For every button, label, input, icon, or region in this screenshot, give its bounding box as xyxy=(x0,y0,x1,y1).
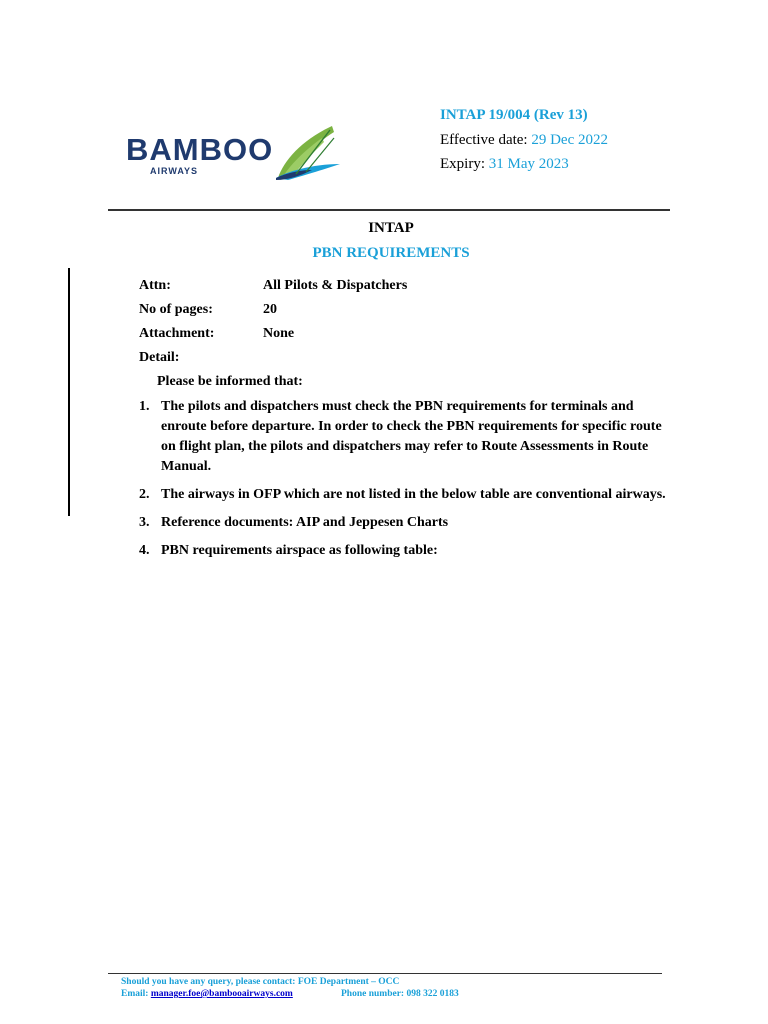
footer-divider xyxy=(108,973,662,974)
expiry-label: Expiry: xyxy=(440,156,489,172)
bamboo-airways-logo xyxy=(126,124,342,180)
change-bar xyxy=(68,268,70,516)
list-item-number: 2. xyxy=(139,487,150,502)
header-divider xyxy=(108,209,670,211)
phone-number: Phone number: 098 322 0183 xyxy=(341,989,459,999)
list-item-number: 4. xyxy=(139,543,150,558)
list-item-number: 3. xyxy=(139,515,150,530)
list-item-text: The pilots and dispatchers must check the PBN requirements for terminals and enroute before departure. In order to check the PBN requirements for specific route on flight plan, the pilots and dispatchers may refer to Route Assessments in Route Manual. xyxy=(161,399,662,474)
bamboo-leaf-icon xyxy=(126,124,342,180)
intro-text: Please be informed that: xyxy=(157,374,303,389)
attn-value: All Pilots & Dispatchers xyxy=(263,278,408,293)
list-item-text: The airways in OFP which are not listed in the below table are conventional airways. xyxy=(161,487,666,502)
email-link[interactable]: manager.foe@bambooairways.com xyxy=(150,989,293,999)
list-item-text: Reference documents: AIP and Jeppesen Charts xyxy=(161,515,449,530)
expiry-date xyxy=(440,155,569,173)
document-title: PBN REQUIREMENTS xyxy=(312,245,470,261)
pages-label: No of pages: xyxy=(139,302,213,317)
logo-sub: AIRWAYS xyxy=(150,166,199,176)
header-title: INTAP 19/004 (Rev 13) xyxy=(440,107,588,123)
effective-value: 29 Dec 2022 xyxy=(531,132,608,148)
logo-brand: BAMBOO xyxy=(126,132,274,167)
list-item xyxy=(139,397,679,477)
footer-contact: Should you have any query, please contact: FOE Department – OCC xyxy=(121,977,400,987)
list-item xyxy=(139,485,679,505)
effective-date xyxy=(440,131,608,149)
footer-email-row xyxy=(121,989,459,999)
detail-list xyxy=(139,397,679,569)
attachment-value: None xyxy=(263,326,295,341)
email-label: Email: xyxy=(121,989,151,999)
list-item-text: PBN requirements airspace as following table: xyxy=(161,543,438,558)
effective-label: Effective date: xyxy=(440,132,532,148)
detail-label: Detail: xyxy=(139,350,180,365)
list-item-number: 1. xyxy=(139,399,150,414)
list-item xyxy=(139,541,679,561)
pages-value: 20 xyxy=(263,302,277,317)
attachment-label: Attachment: xyxy=(139,326,215,341)
attn-label: Attn: xyxy=(139,278,171,293)
list-item xyxy=(139,513,679,533)
expiry-value: 31 May 2023 xyxy=(488,156,569,172)
document-type: INTAP xyxy=(368,220,414,236)
